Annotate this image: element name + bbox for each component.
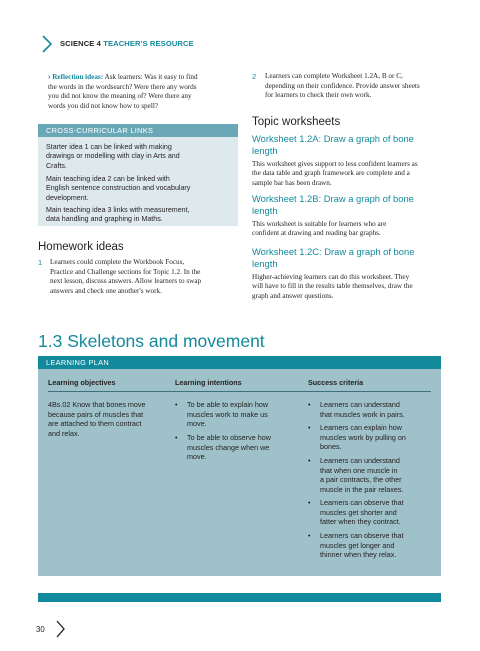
homework-line: next lesson, discuss answers. Allow learners to swap xyxy=(50,277,202,286)
intention-line: muscles change when we xyxy=(187,442,270,452)
criterion-line: muscles get longer and xyxy=(320,540,395,550)
chevron-right-icon xyxy=(54,619,66,639)
reflection-ideas xyxy=(48,72,244,111)
cross-curricular-title: CROSS-CURRICULAR LINKS xyxy=(46,126,154,135)
cc-line: Main teaching idea 3 links with measurement, xyxy=(46,206,190,214)
homework-line: for learners to check their own work. xyxy=(265,91,372,100)
intention-line: move. xyxy=(187,419,207,429)
learning-plan-title: LEARNING PLAN xyxy=(46,358,110,367)
objective-line: and relax. xyxy=(48,428,80,438)
homework-line: answers and check one another's work. xyxy=(50,286,162,295)
success-criterion xyxy=(308,456,436,494)
homework-line: depending on their confidence. Provide answer sheets xyxy=(265,81,420,90)
learning-plan-header xyxy=(38,356,441,369)
criterion-line: muscle in the pair relaxes. xyxy=(320,484,404,494)
criterion-line: Learners can understand xyxy=(320,400,400,409)
criterion-line: muscles work by pulling on xyxy=(320,432,406,442)
objective-line: because pairs of muscles that xyxy=(48,409,144,419)
cross-curricular-item xyxy=(46,143,234,171)
header-subject: SCIENCE 4 xyxy=(60,39,101,48)
bullet: • xyxy=(308,456,311,465)
section-title: 1.3 Skeletons and movement xyxy=(38,331,265,351)
intention-line: To be able to explain how xyxy=(187,400,269,409)
bullet: • xyxy=(308,498,311,507)
cc-line: English sentence construction and vocabulary xyxy=(46,184,191,193)
criterion-line: muscles get shorter and xyxy=(320,507,397,517)
cc-line: development. xyxy=(46,193,89,202)
cc-line: data handling and graphing in Maths. xyxy=(46,215,163,224)
header-divider xyxy=(48,391,431,392)
cross-curricular-header xyxy=(38,124,238,137)
page-number: 30 xyxy=(36,625,45,634)
success-criterion xyxy=(308,531,436,560)
cc-line: drawings or modelling with clay in Arts and xyxy=(46,152,180,161)
bullet: • xyxy=(308,423,311,432)
bullet: • xyxy=(175,400,178,409)
homework-line: Learners could complete the Workbook Focus, xyxy=(50,258,185,266)
objective-line: 4Bs.02 Know that bones move xyxy=(48,400,146,409)
cc-line: Starter idea 1 can be linked with making xyxy=(46,143,172,151)
cross-curricular-item xyxy=(46,175,234,203)
cc-line: Crafts. xyxy=(46,161,67,170)
criterion-line: fatter when they contract. xyxy=(320,517,401,527)
worksheet-title-line: Worksheet 1.2B: Draw a graph of bone xyxy=(252,193,414,204)
reflection-line: words you did not know how to spell? xyxy=(48,101,159,110)
intention-line: muscles work to make us xyxy=(187,409,268,419)
criterion-line: a pair contracts, the other xyxy=(320,475,402,485)
success-criterion xyxy=(308,423,436,452)
homework-item-number: 2 xyxy=(252,72,257,81)
worksheet-line: graph and answer questions. xyxy=(252,291,334,300)
worksheet-line: will have to fill in the results table themselves, draw the xyxy=(252,282,413,291)
worksheet-block xyxy=(252,133,448,188)
worksheet-title-line: Worksheet 1.2C: Draw a graph of bone xyxy=(252,246,415,257)
worksheet-line: confident at drawing and reading bar graphs. xyxy=(252,229,381,238)
reflection-line: the words in the wordsearch? Were there any words xyxy=(48,82,197,91)
worksheet-line: sample bar has been drawn. xyxy=(252,178,332,187)
learning-intention xyxy=(175,433,303,462)
worksheet-line: Higher-achieving learners can do this worksheet. They xyxy=(252,272,410,281)
homework-title: Homework ideas xyxy=(38,241,124,253)
intention-line: To be able to observe how xyxy=(187,433,271,442)
learning-plan-table xyxy=(38,369,441,576)
worksheet-title xyxy=(252,193,448,217)
footer-bar xyxy=(38,593,441,602)
criterion-line: thinner when they relax. xyxy=(320,550,397,560)
worksheet-description xyxy=(252,273,448,302)
column-header-objectives: Learning objectives xyxy=(48,378,116,387)
worksheet-title-line: length xyxy=(252,204,278,216)
homework-item xyxy=(38,258,244,296)
reflection-label: Reflection ideas: xyxy=(52,73,104,81)
bullet: • xyxy=(308,531,311,540)
column-header-intentions: Learning intentions xyxy=(175,378,242,387)
bullet: • xyxy=(175,433,178,442)
worksheet-line: This worksheet gives support to less confident learners as xyxy=(252,159,418,168)
success-criterion xyxy=(308,498,436,527)
worksheet-title-line: length xyxy=(252,257,278,269)
homework-line: Practice and Challenge sections for Topic 1.2. In the xyxy=(50,267,201,276)
bullet: • xyxy=(308,400,311,409)
header-resource: TEACHER'S RESOURCE xyxy=(103,39,194,48)
reflection-line: Ask learners: Was it easy to find xyxy=(104,73,198,81)
criterion-line: Learners can observe that xyxy=(320,531,404,540)
worksheet-title xyxy=(252,246,448,270)
chevron-right-icon xyxy=(40,34,54,54)
criterion-line: Learners can understand xyxy=(320,456,400,465)
homework-item xyxy=(252,72,448,101)
cross-curricular-box xyxy=(38,124,238,226)
criterion-line: that muscles work in pairs. xyxy=(320,409,405,419)
worksheet-title xyxy=(252,133,448,157)
worksheet-line: This worksheet is suitable for learners who are xyxy=(252,219,387,228)
reflection-line: you did not know the meaning of? Were there any xyxy=(48,92,192,101)
chevron-right-icon: › xyxy=(48,72,51,81)
worksheet-description xyxy=(252,220,448,239)
intention-line: move. xyxy=(187,452,207,462)
objective-line: are attached to them contract xyxy=(48,419,142,429)
learning-objective xyxy=(48,400,172,438)
criterion-line: Learners can explain how xyxy=(320,423,402,432)
homework-item-number: 1 xyxy=(38,258,43,267)
criterion-line: bones. xyxy=(320,442,342,452)
cc-line: Main teaching idea 2 can be linked with xyxy=(46,175,170,183)
running-header xyxy=(60,39,194,48)
worksheet-block xyxy=(252,193,448,239)
cross-curricular-item xyxy=(46,206,234,225)
homework-line: Learners can complete Worksheet 1.2A, B or C, xyxy=(265,72,403,80)
column-header-criteria: Success criteria xyxy=(308,378,364,387)
criterion-line: that when one muscle in xyxy=(320,465,398,475)
topic-worksheets-title: Topic worksheets xyxy=(252,116,341,128)
success-criterion xyxy=(308,400,436,419)
worksheet-title-line: Worksheet 1.2A: Draw a graph of bone xyxy=(252,133,414,144)
worksheet-line: the data table and graph framework are complete and a xyxy=(252,169,410,178)
criterion-line: Learners can observe that xyxy=(320,498,404,507)
learning-intention xyxy=(175,400,303,429)
worksheet-title-line: length xyxy=(252,144,278,156)
worksheet-description xyxy=(252,160,448,189)
worksheet-block xyxy=(252,246,448,301)
